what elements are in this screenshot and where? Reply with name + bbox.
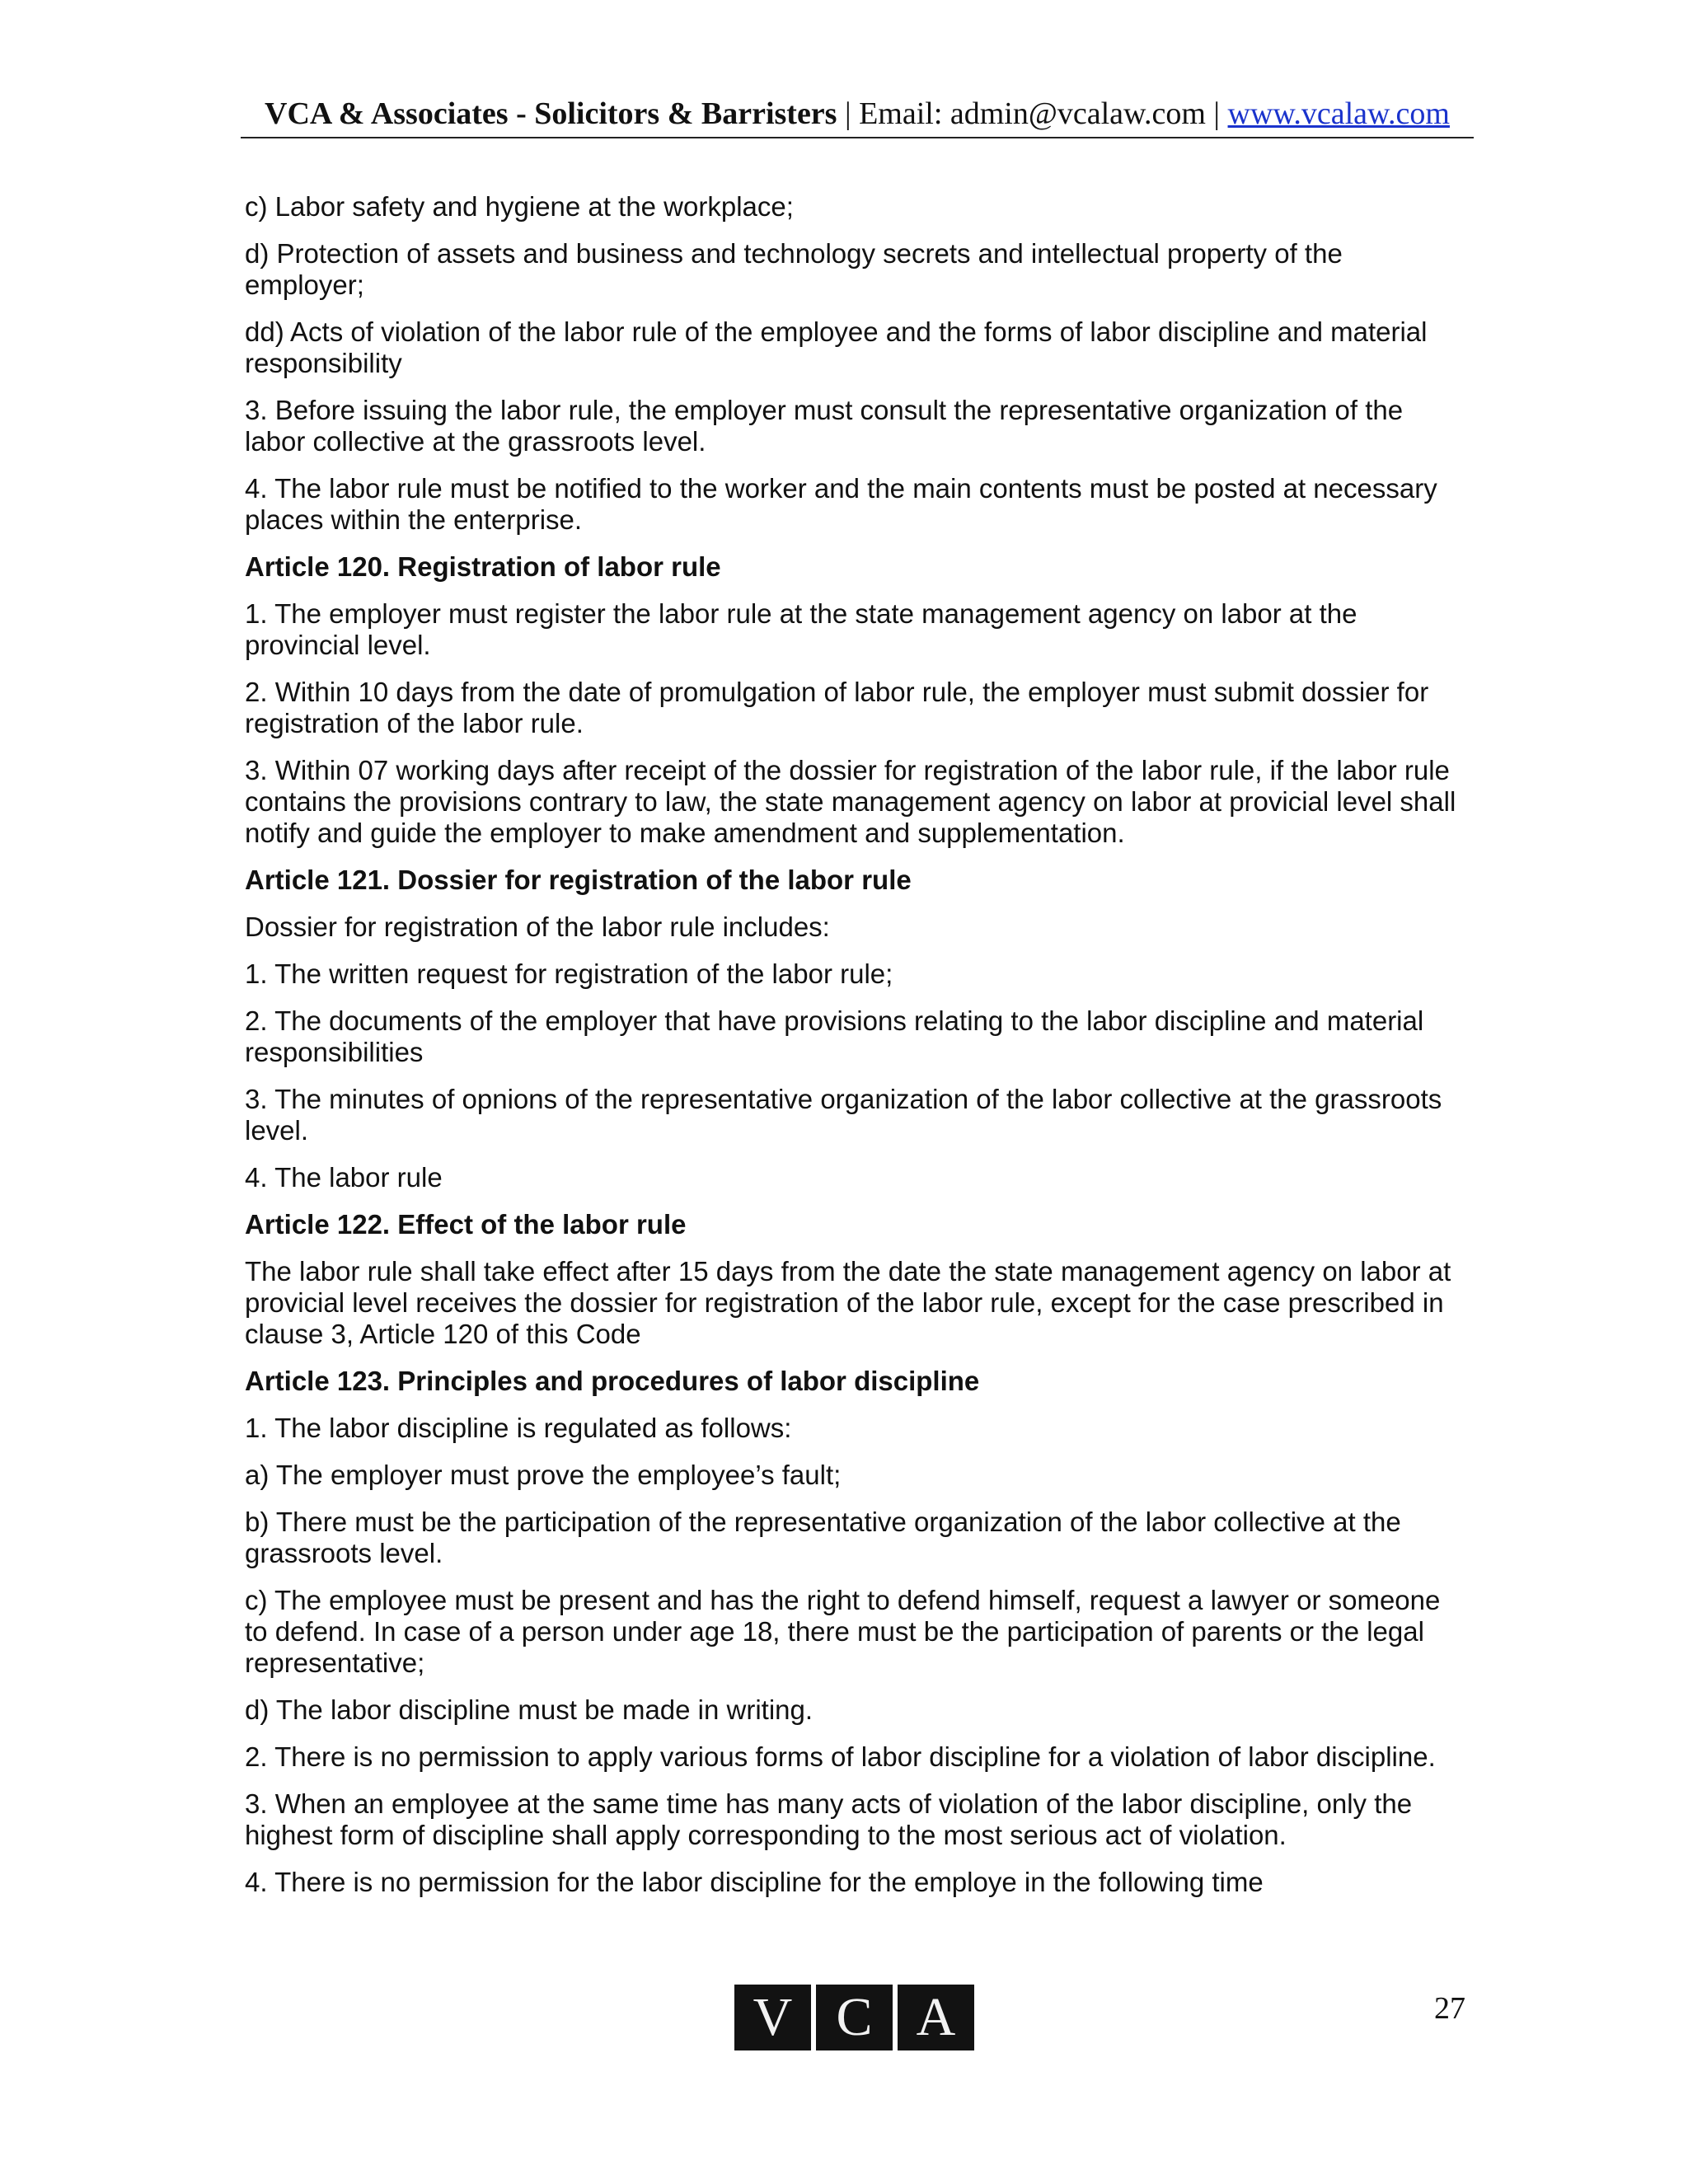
article-heading: Article 121. Dossier for registration of the labor rule	[245, 865, 912, 895]
paragraph: dd) Acts of violation of the labor rule of the employee and the forms of labor discipline and material responsibility	[245, 316, 1428, 378]
paragraph: 3. The minutes of opnions of the representative organization of the labor collective at the grassroots level.	[245, 1084, 1442, 1146]
vca-logo	[734, 1985, 975, 2050]
logo-letter: A	[898, 1985, 974, 2050]
paragraph: 4. The labor rule	[245, 1162, 443, 1193]
article-heading: Article 120. Registration of labor rule	[245, 551, 721, 582]
paragraph: The labor rule shall take effect after 15 days from the date the state management agency on labor at provicial level receives the dossier for registration of the labor rule, except for the case prescribed in clause 3, Article 120 of this Code	[245, 1256, 1451, 1349]
header-email: Email: admin@vcalaw.com	[859, 96, 1206, 131]
logo-letter: V	[734, 1985, 811, 2050]
paragraph: c) Labor safety and hygiene at the workplace;	[245, 191, 794, 222]
logo-letter: C	[816, 1985, 893, 2050]
paragraph: 3. Before issuing the labor rule, the employer must consult the representative organization of the labor collective at the grassroots level.	[245, 395, 1404, 457]
page-header	[241, 92, 1474, 138]
paragraph: d) The labor discipline must be made in writing.	[245, 1694, 814, 1725]
header-separator: |	[1205, 96, 1228, 131]
article-heading: Article 122. Effect of the labor rule	[245, 1209, 687, 1240]
paragraph: Dossier for registration of the labor rule includes:	[245, 912, 830, 942]
paragraph: a) The employer must prove the employee’s fault;	[245, 1460, 842, 1490]
paragraph: 2. There is no permission to apply various forms of labor discipline for a violation of labor discipline.	[245, 1741, 1436, 1772]
paragraph: 2. The documents of the employer that have provisions relating to the labor discipline and material responsibilities	[245, 1005, 1424, 1067]
paragraph: 3. When an employee at the same time has many acts of violation of the labor discipline, only the highest form of discipline shall apply corresponding to the most serious act of violation.	[245, 1788, 1413, 1850]
document-body	[245, 191, 1465, 1914]
paragraph: c) The employee must be present and has the right to defend himself, request a lawyer or someone to defend. In case of a person under age 18, there must be the participation of parents or the legal representative;	[245, 1585, 1441, 1678]
website-link[interactable]: www.vcalaw.com	[1227, 96, 1450, 131]
paragraph: b) There must be the participation of the representative organization of the labor collective at the grassroots level.	[245, 1507, 1401, 1568]
firm-name: VCA & Associates - Solicitors & Barristers	[265, 96, 837, 131]
paragraph: 1. The employer must register the labor rule at the state management agency on labor at the provincial level.	[245, 598, 1357, 660]
paragraph: 4. The labor rule must be notified to the worker and the main contents must be posted at necessary places within the enterprise.	[245, 473, 1437, 535]
header-separator: |	[837, 96, 860, 131]
page-number: 27	[1434, 1991, 1465, 2026]
paragraph: 1. The written request for registration of the labor rule;	[245, 958, 893, 989]
paragraph: 4. There is no permission for the labor discipline for the employe in the following time	[245, 1867, 1264, 1897]
paragraph: 3. Within 07 working days after receipt of the dossier for registration of the labor rule, if the labor rule contains the provisions contrary to law, the state management agency on labor at provicial level shall notify and guide the employer to make amendment and supplementation.	[245, 755, 1456, 848]
paragraph: 1. The labor discipline is regulated as follows:	[245, 1413, 792, 1443]
paragraph: 2. Within 10 days from the date of promulgation of labor rule, the employer must submit dossier for registration of the labor rule.	[245, 677, 1429, 738]
article-heading: Article 123. Principles and procedures of labor discipline	[245, 1366, 980, 1396]
paragraph: d) Protection of assets and business and technology secrets and intellectual property of the employer;	[245, 238, 1343, 300]
